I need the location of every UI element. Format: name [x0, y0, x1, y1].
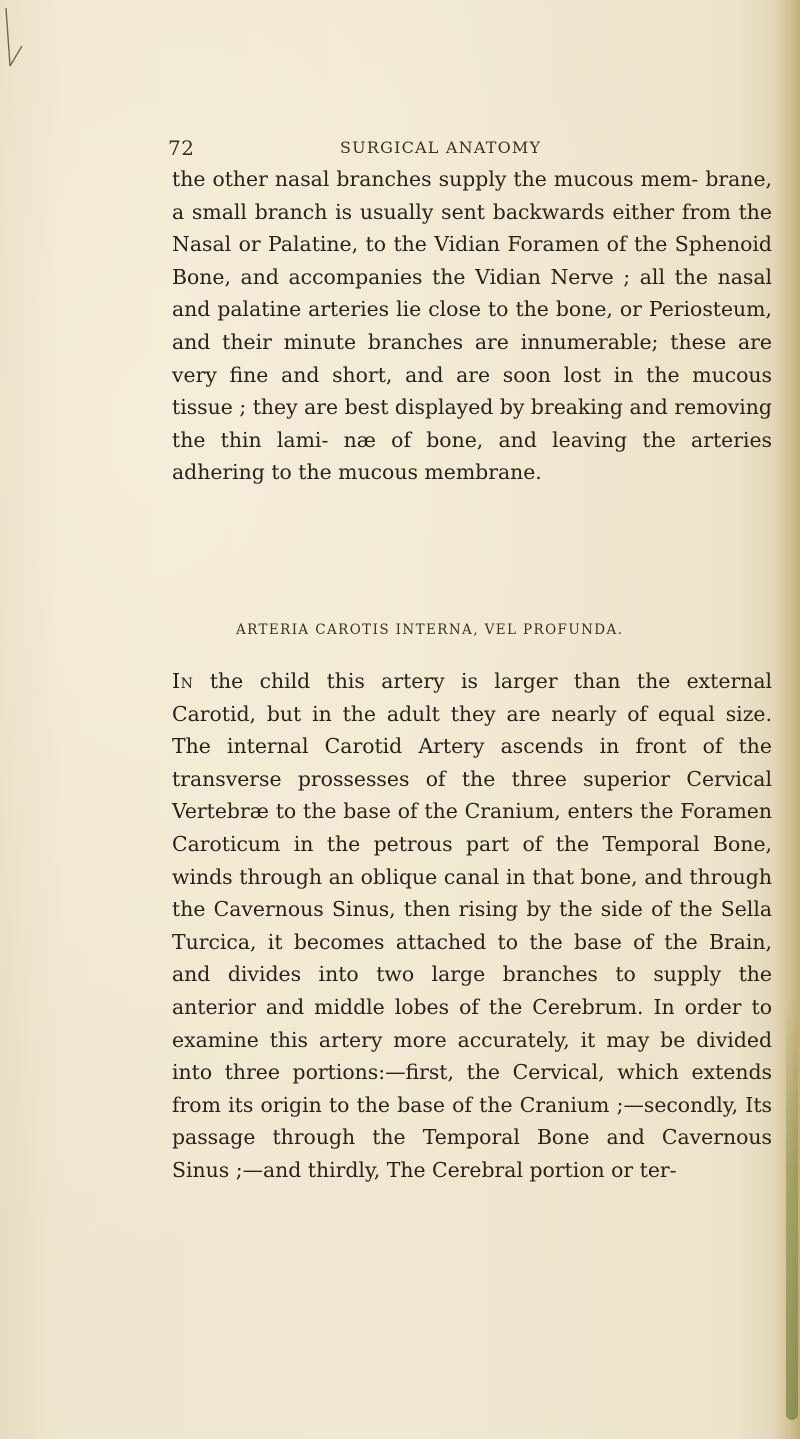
- paragraph-1: the other nasal branches supply the mucous mem- brane, a small branch is usually sent backwards either from the Nasal or Palatine, to the Vidian Foramen of the Sphenoid Bone, and accompanies the Vidian Nerve ; all the nasal and palatine arteries lie close to the bone, or Periosteum, and their minute branches are innumerable; these are very fine and short, and are soon lost in the mucous tissue ; they are best displayed by breaking and removing the thin lami- næ of bone, and leaving the arteries adhering to the mucous membrane.: [172, 167, 772, 485]
- paragraph-2-text: the child this artery is larger than the external Carotid, but in the adult they are nearly of equal size. The internal Carotid Artery ascends in front of the transverse prossesses of the three superior Cervical Vertebræ to the base of the Cranium, enters the Foramen Caroticum in the petrous part of the Temporal Bone, winds through an oblique canal in that bone, and through the Cavernous Sinus, then rising by the side of the Sella Turcica, it becomes attached to the base of the Brain, and divides into two large branches to supply the anterior and middle lobes of the Cerebrum. In order to examine this artery more accurately, it may be divided into three portions:—first, the Cervical, which extends from its origin to the base of the Cranium ;—secondly, Its passage through the Temporal Bone and Cavernous Sinus ;—and thirdly, The Cerebral portion or ter-: [172, 669, 772, 1182]
- page-edge-discoloration: [786, 1000, 798, 1420]
- page-number: 72: [168, 136, 195, 160]
- running-title: SURGICAL ANATOMY: [340, 138, 542, 157]
- running-head: [0, 136, 800, 166]
- paragraph-2: [172, 665, 772, 1187]
- section-heading: ARTERIA CAROTIS INTERNA, VEL PROFUNDA.: [236, 622, 624, 638]
- paragraph-2-lead: In: [172, 669, 194, 693]
- corner-pencil-mark: [4, 6, 28, 96]
